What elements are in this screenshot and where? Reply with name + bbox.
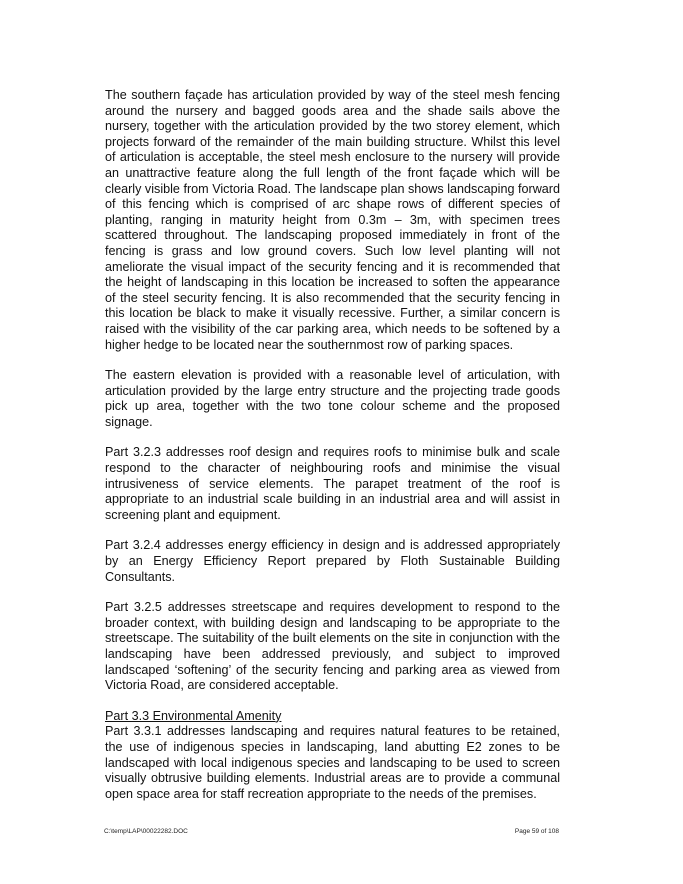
paragraph-streetscape: Part 3.2.5 addresses streetscape and requires development to respond to the broader context, with building design and landscaping to be appropriate to the streetscape. The suitability of the built elements on the site in conjunction with the landscaping have been addressed previously, and subject to improved landscaped ‘softening’ of the security fencing and parking area as viewed from Victoria Road, are considered acceptable.	[105, 600, 560, 693]
page-body	[105, 88, 560, 817]
paragraph-landscaping: Part 3.3.1 addresses landscaping and requires natural features to be retained, the use of indigenous species in landscaping, land abutting E2 zones to be landscaped with local indigenous species and landscaping to be used to screen visually obtrusive building elements. Industrial areas are to provide a communal open space area for staff recreation appropriate to the needs of the premises.	[105, 724, 560, 801]
paragraph-southern-facade: The southern façade has articulation provided by way of the steel mesh fencing around the nursery and bagged goods area and the shade sails above the nursery, together with the articulation provided by the two storey element, which projects forward of the remainder of the main building structure. Whilst this level of articulation is acceptable, the steel mesh enclosure to the nursery will provide an unattractive feature along the full length of the front façade which will be clearly visible from Victoria Road. The landscape plan shows landscaping forward of this fencing which is comprised of arc shape rows of different species of planting, ranging in maturity height from 0.3m – 3m, with specimen trees scattered throughout. The landscaping proposed immediately in front of the fencing is grass and low ground covers. Such low level planting will not ameliorate the visual impact of the security fencing and it is recommended that the height of landscaping in this location be increased to soften the appearance of the steel security fencing. It is also recommended that the security fencing in this location be black to make it visually recessive. Further, a similar concern is raised with the visibility of the car parking area, which needs to be softened by a higher hedge to be located near the southernmost row of parking spaces.	[105, 88, 560, 352]
section-heading: Part 3.3 Environmental Amenity	[105, 708, 282, 723]
paragraph-eastern-elevation: The eastern elevation is provided with a reasonable level of articulation, with articulation provided by the large entry structure and the projecting trade goods pick up area, together with the two tone colour scheme and the proposed signage.	[105, 368, 560, 429]
paragraph-roof-design: Part 3.2.3 addresses roof design and requires roofs to minimise bulk and scale respond to the character of neighbouring roofs and minimise the visual intrusiveness of service elements. The parapet treatment of the roof is appropriate to an industrial scale building in an industrial area and will assist in screening plant and equipment.	[105, 445, 560, 522]
footer-file-path: C:\temp\LAP\00022282.DOC	[104, 828, 188, 835]
footer-page-number: Page 59 of 108	[514, 828, 559, 835]
paragraph-energy-efficiency: Part 3.2.4 addresses energy efficiency in design and is addressed appropriately by an Energy Efficiency Report prepared by Floth Sustainable Building Consultants.	[105, 538, 560, 584]
